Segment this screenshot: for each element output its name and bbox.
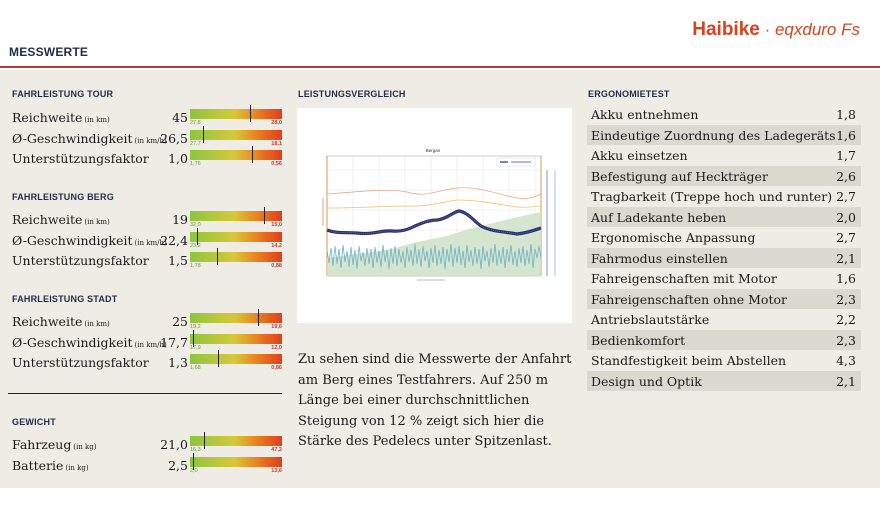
model-name: eqxduro Fs [774, 20, 860, 39]
ergonomie-row [587, 227, 861, 247]
ergonomie-value: 2,6 [836, 168, 856, 184]
measure-row [12, 434, 284, 454]
leistung-chart [297, 108, 572, 323]
measure-unit: (in km) [84, 320, 110, 328]
measure-value: 19 [172, 212, 188, 227]
stadt-heading: FAHRLEISTUNG STADT [12, 294, 118, 304]
brand-logo: Haibike · eqxduro Fs [692, 19, 860, 40]
brand-name: Haibike [692, 19, 760, 40]
measure-label [12, 131, 167, 146]
ergonomie-value: 1,7 [836, 148, 856, 163]
ergonomie-row [587, 207, 861, 227]
measure-label [12, 151, 149, 166]
ergonomie-value: 2,3 [836, 291, 856, 307]
measure-row [12, 230, 284, 250]
measure-row [12, 148, 284, 168]
ergonomie-row [587, 371, 861, 391]
measure-value: 2,5 [168, 457, 188, 473]
bar-min-label: 1,78 [190, 263, 201, 269]
bar-min-label: 23,2 [190, 242, 201, 249]
measure-label-text: Batterie [12, 457, 64, 473]
measure-unit: (in kg) [73, 443, 97, 451]
ergonomie-label: Befestigung auf Heckträger [591, 168, 768, 184]
ergonomie-label: Eindeutige Zuordnung des Ladegeräts [591, 127, 836, 143]
measure-label [12, 314, 110, 329]
gewicht-heading: GEWICHT [12, 417, 56, 427]
rating-marker [258, 309, 259, 326]
leistung-chart-svg [297, 108, 572, 323]
measure-unit: (in km) [84, 218, 110, 226]
measure-value: 1,5 [168, 253, 188, 268]
ergonomie-value: 2,2 [836, 312, 856, 327]
leistung-caption: Zu sehen sind die Messwerte der Anfahrt am Berg eines Testfahrers. Auf 250 m Länge bei einer durchschnittlichen Steigung von 12 % zeigt sich hier die Stärke des Pedelecs unter Spitzenlast. [298, 352, 572, 450]
ergonomie-row [587, 186, 861, 206]
measure-label-text: Fahrzeug [12, 437, 72, 452]
rating-bar [190, 252, 282, 262]
ergonomie-label: Standfestigkeit beim Abstellen [591, 353, 787, 368]
bar-max-label: 13,6 [271, 467, 282, 474]
measure-row [12, 311, 284, 331]
ergonomie-row [587, 248, 861, 268]
measure-row [12, 250, 284, 270]
measure-row [12, 332, 284, 352]
title-divider [0, 66, 880, 68]
measure-unit: (in kg) [65, 463, 89, 472]
page-title: MESSWERTE [9, 45, 89, 59]
measure-label [12, 253, 149, 268]
measure-label-text: Reichweite [12, 110, 83, 125]
section-divider [8, 393, 282, 394]
measure-value: 22,4 [160, 232, 188, 248]
ergonomie-row [587, 145, 861, 165]
measure-unit: (in km) [84, 116, 110, 124]
ergonomie-row [587, 350, 861, 370]
measure-label-text: Ø-Geschwindigkeit [12, 130, 133, 146]
rating-marker [250, 105, 251, 122]
rating-bar [190, 457, 282, 467]
measure-label [12, 355, 149, 370]
ergonomie-value: 2,1 [836, 250, 856, 266]
rating-marker [218, 350, 219, 367]
berg-heading: FAHRLEISTUNG BERG [12, 192, 114, 202]
measure-value: 26,5 [160, 130, 188, 146]
measure-label-text: Reichweite [12, 314, 83, 329]
bar-min-label: 27,8 [190, 120, 201, 126]
ergonomie-label: Bedienkomfort [591, 332, 686, 348]
ergonomie-value: 2,1 [836, 373, 856, 389]
chart-title: Bergan [425, 148, 441, 153]
ergonomie-label: Akku einsetzen [591, 148, 688, 163]
rating-bar [190, 211, 282, 221]
measure-unit: (in km/h) [134, 340, 167, 349]
ergonomie-label: Fahreigenschaften ohne Motor [591, 291, 787, 307]
bar-max-label: 12,0 [271, 344, 282, 351]
bar-min-label: 27,7 [190, 140, 201, 147]
bar-max-label: 0,56 [271, 161, 282, 167]
bar-max-label: 47,2 [271, 447, 282, 453]
measure-unit: (in km/h) [134, 136, 167, 145]
measure-row [12, 128, 284, 148]
ergonomie-row [587, 166, 861, 186]
measure-label [12, 437, 97, 452]
ergonomie-value: 1,6 [836, 127, 856, 143]
ergonomie-value: 2,7 [836, 230, 856, 245]
bar-min-label: 32,0 [190, 222, 201, 228]
measure-row [12, 107, 284, 127]
rating-marker [203, 126, 204, 143]
ergonomie-label: Fahreigenschaften mit Motor [591, 271, 777, 286]
ergonomie-value: 2,7 [836, 189, 856, 204]
tour-heading: FAHRLEISTUNG TOUR [12, 89, 114, 99]
rating-marker [264, 207, 265, 224]
measure-label [12, 233, 167, 248]
bar-max-label: 19,6 [271, 324, 282, 330]
bar-max-label: 15,0 [271, 222, 282, 228]
measure-label [12, 212, 110, 227]
bar-max-label: 0,86 [271, 365, 282, 371]
rating-bar [190, 334, 282, 344]
bar-min-label: 17,9 [190, 344, 201, 351]
bar-min-label: 2,0 [190, 467, 198, 474]
measure-label [12, 458, 89, 473]
rating-bar [190, 109, 282, 119]
ergonomie-row [587, 268, 861, 288]
measure-value: 21,0 [160, 437, 188, 452]
rating-marker [204, 432, 205, 449]
bar-min-label: 1,68 [190, 365, 201, 371]
bar-min-label: 1,76 [190, 161, 201, 167]
rating-marker [217, 248, 218, 265]
rating-bar [190, 150, 282, 160]
measure-value: 25 [172, 314, 188, 329]
ergonomie-row [587, 104, 861, 124]
rating-bar [190, 313, 282, 323]
measure-row [12, 352, 284, 372]
bar-max-label: 28,0 [271, 120, 282, 126]
measure-label-text: Reichweite [12, 212, 83, 227]
measure-row [12, 209, 284, 229]
ergonomie-value: 1,6 [836, 271, 856, 286]
measure-label [12, 110, 110, 125]
ergonomie-label: Design und Optik [591, 373, 702, 389]
ergonomie-label: Fahrmodus einstellen [591, 250, 728, 266]
rating-bar [190, 436, 282, 446]
measure-label-text: Unterstützungsfaktor [12, 151, 149, 166]
measure-row [12, 455, 284, 475]
bar-max-label: 18,1 [271, 140, 282, 147]
measure-label-text: Ø-Geschwindigkeit [12, 232, 133, 248]
leistung-heading: LEISTUNGSVERGLEICH [298, 89, 406, 99]
ergonomie-label: Ergonomische Anpassung [591, 230, 756, 245]
ergonomie-value: 4,3 [836, 353, 856, 368]
ergonomie-label: Tragbarkeit (Treppe hoch und runter) [591, 189, 833, 204]
measure-label-text: Unterstützungsfaktor [12, 355, 149, 370]
measure-value: 45 [172, 110, 188, 125]
bar-min-label: 19,2 [190, 324, 201, 330]
ergonomie-value: 2,3 [836, 332, 856, 348]
measure-label [12, 335, 167, 350]
measure-label-text: Unterstützungsfaktor [12, 253, 149, 268]
bar-max-label: 14,2 [271, 242, 282, 249]
ergonomie-label: Antriebslautstärke [591, 312, 710, 327]
bar-min-label: 16,3 [190, 447, 201, 453]
ergonomie-value: 2,0 [836, 209, 856, 225]
measure-value: 1,3 [168, 355, 188, 370]
measure-unit: (in km/h) [134, 238, 167, 247]
rating-bar [190, 232, 282, 242]
ergonomie-label: Akku entnehmen [591, 107, 699, 122]
ergonomie-row [587, 309, 861, 329]
ergonomie-row [587, 289, 861, 309]
ergonomie-value: 1,8 [836, 107, 856, 122]
measure-value: 1,0 [168, 151, 188, 166]
bar-max-label: 0,88 [271, 263, 282, 269]
measure-value: 17,7 [160, 334, 188, 350]
measure-label-text: Ø-Geschwindigkeit [12, 334, 133, 350]
ergonomie-label: Auf Ladekante heben [591, 209, 727, 225]
rating-marker [252, 146, 253, 163]
rating-bar [190, 354, 282, 364]
ergonomie-row [587, 330, 861, 350]
rating-bar [190, 130, 282, 140]
ergonomie-row [587, 125, 861, 145]
ergonomie-heading: ERGONOMIETEST [588, 89, 670, 99]
